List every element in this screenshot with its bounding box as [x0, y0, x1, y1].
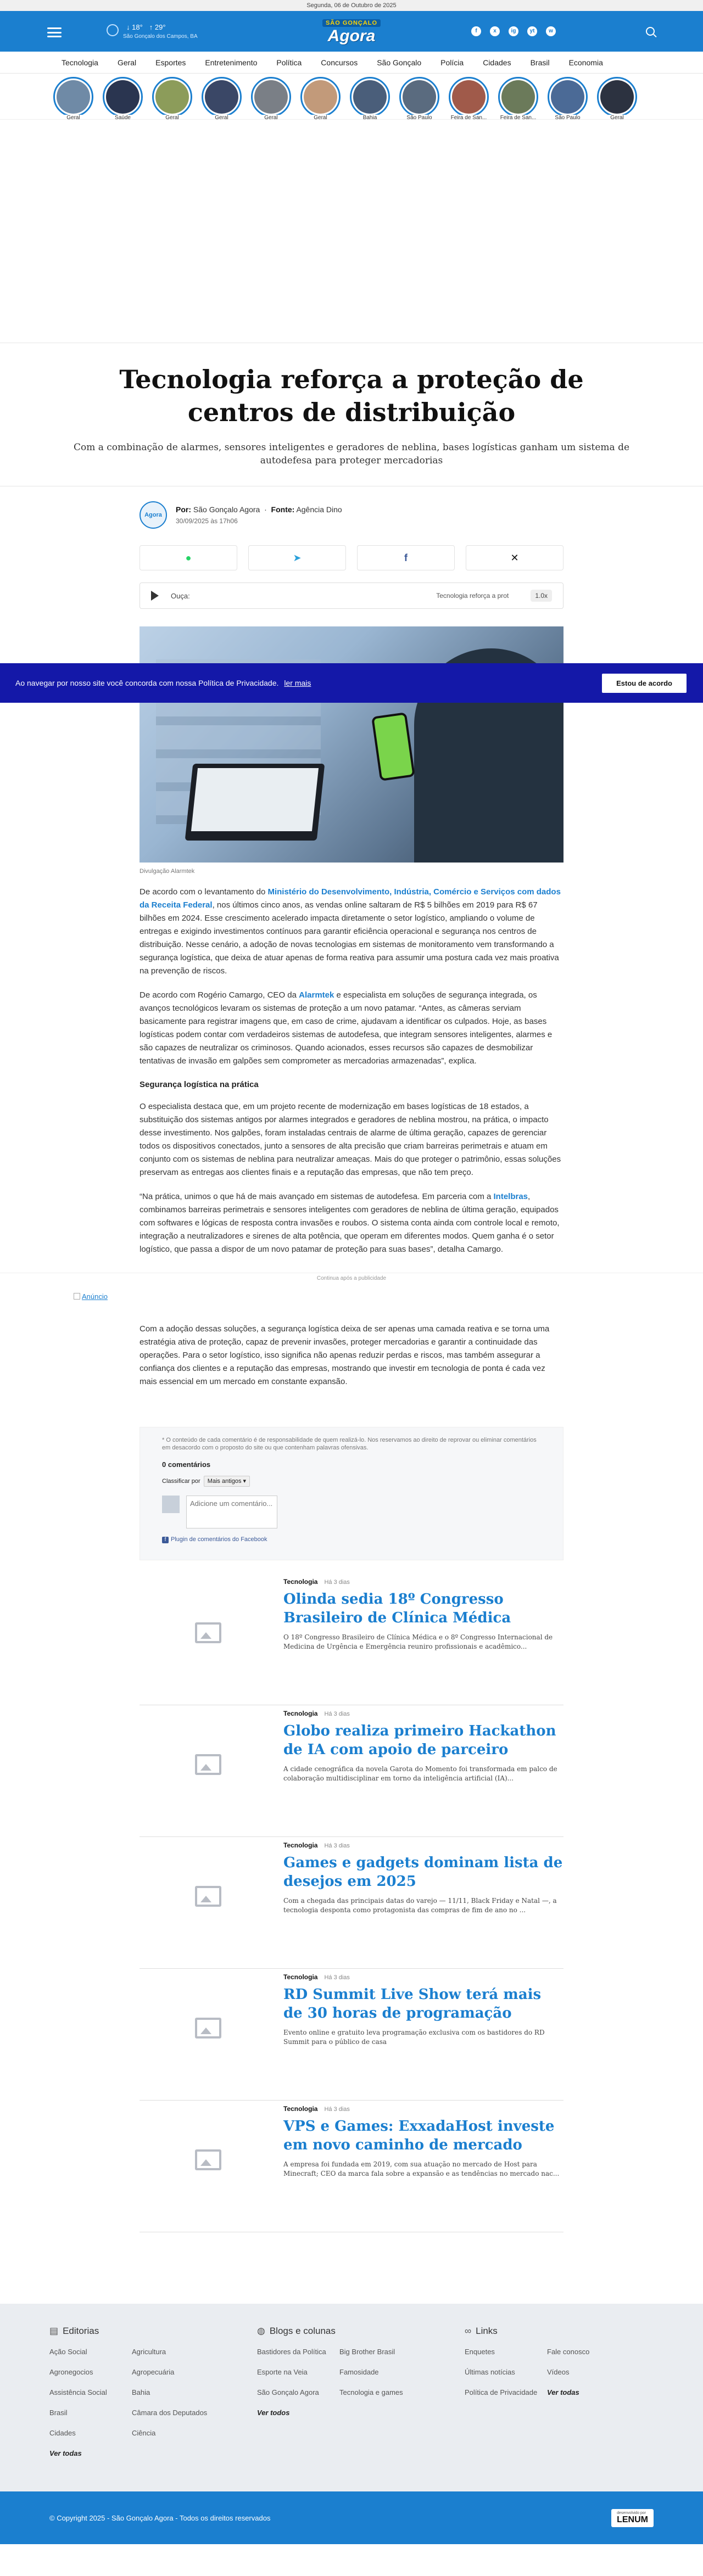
- image-placeholder-icon: [140, 1973, 277, 2083]
- top-ad-space: [0, 120, 703, 343]
- facebook-icon: f: [404, 552, 408, 563]
- news-card[interactable]: [140, 1837, 563, 1969]
- story-item[interactable]: [202, 74, 242, 119]
- image-caption: Divulgação Alarmtek: [140, 868, 195, 875]
- news-card[interactable]: [140, 1969, 563, 2101]
- speed-button[interactable]: 1.0x: [531, 590, 552, 602]
- story-label: Geral: [202, 115, 242, 120]
- byline: Agora Por: São Gonçalo Agora · Fonte: Agência Dino 30/09/2025 às 17h06: [140, 501, 563, 529]
- copyright-bar: [0, 2491, 703, 2544]
- inline-link[interactable]: Ministério do Desenvolvimento, Indústria, Comércio e Serviços com dados da Receita Federal: [140, 887, 561, 910]
- card-description: A empresa foi fundada em 2019, com sua atuação no mercado de Host para Minecraft; CEO da marca fala sobre a expansão e as tendências no mercado nac...: [283, 2160, 560, 2177]
- story-item[interactable]: [350, 74, 390, 119]
- story-label: São Paulo: [399, 115, 439, 120]
- footer-link[interactable]: Últimas notícias: [465, 2368, 515, 2376]
- globe-icon: ◍: [257, 2326, 265, 2336]
- card-category[interactable]: Tecnologia: [283, 1841, 318, 1849]
- card-title[interactable]: RD Summit Live Show terá mais de 30 horas de programação: [283, 1986, 542, 2021]
- category-nav: [0, 52, 703, 74]
- paragraph: “Na prática, unimos o que há de mais avançado em sistemas de autodefesa. Em parceria com a Intelbras, combinamos barreiras perimetrais e sensores inteligentes com geradores de neblina de última geração, equipados com softwares e lógicas de resposta contra invasões e roubos. O sistema conta ainda com controle local e remoto, integração a neutralizadores e sirenes de alta potência, que operam em diferentes modos. Quem ganha é o setor logístico, que passa a dispor de um novo patamar de proteção para suas bases”, detalha Camargo.: [140, 1192, 560, 1254]
- story-label: Feira de San...: [449, 115, 489, 120]
- footer-link[interactable]: Vídeos: [547, 2368, 570, 2376]
- story-item[interactable]: [399, 74, 439, 119]
- nav-item[interactable]: Economia: [568, 58, 603, 67]
- card-title[interactable]: Olinda sedia 18º Congresso Brasileiro de Clínica Médica: [283, 1591, 511, 1626]
- developer-logo[interactable]: desenvolvido por LENUM: [611, 2509, 654, 2527]
- comments-section: [140, 1427, 563, 1560]
- player-title: Tecnologia reforça a prot: [436, 592, 509, 600]
- x-icon[interactable]: x: [490, 26, 500, 36]
- footer-see-all-link[interactable]: Ver todos: [257, 2409, 290, 2417]
- inline-link[interactable]: Alarmtek: [299, 990, 334, 1000]
- story-label: Bahia: [350, 115, 390, 120]
- nav-item[interactable]: Entretenimento: [205, 58, 258, 67]
- nav-item[interactable]: Tecnologia: [62, 58, 98, 67]
- article-subtitle: Com a combinação de alarmes, sensores inteligentes e geradores de neblina, bases logísticas ganham um sistema de autodefesa para proteger mercadorias: [73, 442, 630, 466]
- image-placeholder-icon: [140, 1710, 277, 1819]
- footer-link[interactable]: Bastidores da Política: [257, 2348, 326, 2356]
- card-time: Há 3 dias: [324, 2106, 350, 2113]
- news-card[interactable]: [140, 1573, 563, 1705]
- card-category[interactable]: Tecnologia: [283, 1973, 318, 1981]
- cookie-banner: [0, 663, 703, 703]
- facebook-icon[interactable]: f: [471, 26, 481, 36]
- story-item[interactable]: [152, 74, 192, 119]
- footer-link[interactable]: Tecnologia e games: [339, 2388, 403, 2396]
- nav-item[interactable]: Brasil: [530, 58, 550, 67]
- story-label: São Paulo: [548, 115, 588, 120]
- stories-row: [0, 74, 703, 120]
- footer-see-all-link[interactable]: Ver todas: [49, 2449, 82, 2457]
- weather-icon: [107, 24, 119, 36]
- card-description: Evento online e gratuito leva programação exclusiva com os bastidores do RD Summit para o público de casa: [283, 2029, 545, 2046]
- footer-link[interactable]: Brasil: [49, 2409, 68, 2417]
- footer-link[interactable]: Ciência: [132, 2429, 156, 2437]
- footer-link[interactable]: Big Brother Brasil: [339, 2348, 395, 2356]
- article-body-continued: [140, 1323, 563, 2232]
- social-links: [471, 26, 556, 36]
- story-label: Geral: [300, 115, 341, 120]
- card-category[interactable]: Tecnologia: [283, 1710, 318, 1717]
- nav-item[interactable]: Concursos: [321, 58, 358, 67]
- footer-link[interactable]: São Gonçalo Agora: [257, 2388, 319, 2396]
- inline-link[interactable]: Intelbras: [493, 1192, 528, 1201]
- telegram-icon: ➤: [293, 552, 302, 563]
- image-placeholder-icon: [140, 1841, 277, 1951]
- link-icon: ∞: [465, 2326, 472, 2336]
- section-heading: Segurança logística na prática: [140, 1080, 259, 1089]
- card-title[interactable]: Globo realiza primeiro Hackathon de IA com apoio de parceiro: [283, 1723, 556, 1758]
- comment-input[interactable]: [186, 1496, 277, 1528]
- footer-links: ∞ Links Enquetes Fale conosco Últimas notícias Vídeos Política de Privacidade Ver todas: [465, 2326, 672, 2475]
- x-icon: ✕: [510, 552, 519, 563]
- footer-link[interactable]: Agronegocios: [49, 2368, 93, 2376]
- play-icon[interactable]: [151, 591, 159, 601]
- paragraph: O especialista destaca que, em um projeto recente de modernização em bases logísticas de 18 estados, a substituição dos sistemas antigos por alarmes integrados e geradores de neblina mostrou, na prática, o impacto desse investimento. Nos galpões, foram instaladas centrais de alarme de última geração, capazes de gerenciar todos os dispositivos conectados, junto a sensores de alta precisão que criam barreiras perimetrais e atuam em conjunto com os sistemas de neblina para neutralizar ameaças. Mais do que proteger o patrimônio, essas soluções preservam as entregas aos clientes finais e a reputação das empresas, que não tem preço.: [140, 1102, 561, 1177]
- story-label: Geral: [597, 115, 637, 120]
- publish-date: 30/09/2025 às 17h06: [176, 517, 238, 525]
- card-description: O 18º Congresso Brasileiro de Clínica Médica e o 8º Congresso Internacional de Medicina de Urgência e Emergência reuniro profissionais e acadêmico...: [283, 1633, 553, 1650]
- nav-item[interactable]: Política: [276, 58, 302, 67]
- audio-player: [140, 583, 563, 609]
- article-title: Tecnologia reforça a proteção de centros de distribuição: [119, 365, 584, 427]
- article-column: [140, 501, 563, 1256]
- footer: [0, 2304, 703, 2491]
- player-label: Ouça:: [171, 591, 190, 600]
- site-logo[interactable]: SÃO GONÇALO Agora: [317, 18, 386, 45]
- article-header: [0, 343, 703, 486]
- whatsapp-icon: ●: [185, 552, 192, 563]
- news-card[interactable]: [140, 1705, 563, 1837]
- nav-item[interactable]: Esportes: [155, 58, 186, 67]
- image-placeholder-icon: [140, 2105, 277, 2215]
- footer-link[interactable]: Bahia: [132, 2388, 150, 2396]
- whatsapp-icon[interactable]: w: [546, 26, 556, 36]
- cookie-read-more-link[interactable]: ler mais: [284, 679, 311, 687]
- footer-link[interactable]: Enquetes: [465, 2348, 495, 2356]
- menu-icon[interactable]: [47, 27, 62, 37]
- facebook-plugin-link[interactable]: f Plugin de comentários do Facebook: [162, 1536, 538, 1543]
- comments-sort: Classificar por Mais antigos ▾: [162, 1476, 538, 1485]
- footer-editorias: ▤ Editorias Ação Social Agricultura Agronegocios Agropecuária Assistência Social Bahia Brasil Câmara dos Deputados Cidades Ciência Ver todas: [49, 2326, 257, 2475]
- nav-item[interactable]: Geral: [117, 58, 137, 67]
- story-label: Geral: [53, 115, 93, 120]
- share-x-button[interactable]: [466, 545, 563, 570]
- user-avatar: [162, 1496, 180, 1513]
- weather-min: ↓ 18°: [126, 23, 143, 31]
- footer-link[interactable]: Câmara dos Deputados: [132, 2409, 208, 2417]
- author-name[interactable]: São Gonçalo Agora: [193, 505, 260, 514]
- card-time: Há 3 dias: [324, 1579, 350, 1586]
- cookie-accept-button[interactable]: Estou de acordo: [602, 674, 687, 693]
- card-title[interactable]: VPS e Games: ExxadaHost investe em novo caminho de mercado: [283, 2118, 555, 2153]
- paragraph: De acordo com Rogério Camargo, CEO da Alarmtek e especialista em soluções de segurança integrada, os avanços tecnológicos levaram os sistemas de proteção a um novo patamar. “Antes, as câmeras serviam basicamente para registrar imagens que, em caso de crime, ajudavam a identificar os culpados. Hoje, as bases logísticas podem contar com verdadeiros sistemas de autodefesa, que integram sensores inteligentes, alarmes e são capazes de neutralizar os criminosos. Quando acionados, esses recursos são capazes de desmobilizar tentativas de invasão em galpões sem comprometer as mercadorias armazenadas”, explica.: [140, 990, 553, 1066]
- youtube-icon[interactable]: yt: [527, 26, 537, 36]
- weather-location: São Gonçalo dos Campos, BA: [123, 33, 198, 40]
- card-description: A cidade cenográfica da novela Garota do Momento foi transformada em palco de colaboração multidisciplinar em torno da inteligência artificial (IA)...: [283, 1765, 557, 1782]
- news-card[interactable]: [140, 2101, 563, 2232]
- story-item[interactable]: [597, 74, 637, 119]
- ad-notice: Continua após a publicidade: [0, 1273, 703, 1281]
- story-item[interactable]: [251, 74, 291, 119]
- card-time: Há 3 dias: [324, 1843, 350, 1849]
- footer-link[interactable]: Ação Social: [49, 2348, 87, 2356]
- footer-link[interactable]: Esporte na Veia: [257, 2368, 308, 2376]
- source-name: Agência Dino: [296, 505, 342, 514]
- story-label: Feira de San...: [498, 115, 538, 120]
- story-item[interactable]: [548, 74, 588, 119]
- weather-max: ↑ 29°: [149, 23, 166, 31]
- story-item[interactable]: [103, 74, 143, 119]
- weather-widget: [107, 23, 198, 40]
- card-category[interactable]: Tecnologia: [283, 1578, 318, 1586]
- story-item[interactable]: [498, 74, 538, 119]
- instagram-icon[interactable]: ig: [509, 26, 518, 36]
- story-label: Geral: [251, 115, 291, 120]
- share-whatsapp-button[interactable]: [140, 545, 237, 570]
- story-label: Geral: [152, 115, 192, 120]
- card-category[interactable]: Tecnologia: [283, 2105, 318, 2113]
- card-description: Com a chegada das principais datas do varejo — 11/11, Black Friday e Natal —, a tecnologia desponta como protagonista das compras de fim de ano no ...: [283, 1897, 557, 1914]
- footer-link[interactable]: Agropecuária: [132, 2368, 175, 2376]
- card-time: Há 3 dias: [324, 1711, 350, 1717]
- article-image: [140, 626, 563, 863]
- footer-link[interactable]: Assistência Social: [49, 2388, 107, 2396]
- search-icon[interactable]: [646, 27, 655, 36]
- paragraph: De acordo com o levantamento do Ministério do Desenvolvimento, Indústria, Comércio e Serviços com dados da Receita Federal, nos últimos cinco anos, as vendas online saltaram de R$ 5 bilhões em 2019 para R$ 67 bilhões em 2024. Esse crescimento acelerado impacta diretamente o setor logístico, ampliando o volume de entregas e exigindo investimentos contínuos para garantir eficiência operacional e segurança nos centros de distribuição. Nesse cenário, a adoção de novas tecnologias em sistemas de monitoramento vem transformando a segurança logística, que deixa de atuar apenas de forma reativa para assumir uma postura cada vez mais proativa na prevenção de riscos.: [140, 887, 561, 976]
- article-body: [140, 886, 563, 1256]
- footer-link[interactable]: Fale conosco: [547, 2348, 590, 2356]
- footer-link[interactable]: Cidades: [49, 2429, 76, 2437]
- cookie-text: Ao navegar por nosso site você concorda com nossa Política de Privacidade.: [15, 679, 279, 687]
- author-avatar: Agora: [140, 501, 167, 529]
- story-item[interactable]: [300, 74, 341, 119]
- nav-item[interactable]: Polícia: [440, 58, 464, 67]
- footer-link[interactable]: Agricultura: [132, 2348, 166, 2356]
- top-date: Segunda, 06 de Outubro de 2025: [0, 0, 703, 11]
- story-item[interactable]: [53, 74, 93, 119]
- image-placeholder-icon: [140, 1578, 277, 1688]
- paragraph: Com a adoção dessas soluções, a segurança logística deixa de ser apenas uma camada reativa e se torna uma estratégia ativa de proteção, capaz de prevenir invasões, proteger mercadorias e garantir a continuidade das operações. Para o setor logístico, isso significa não apenas reduzir perdas e riscos, mas também assegurar a confiança dos clientes e a reputação das empresas, mostrando que investir em tecnologia de ponta é cada vez mais essencial em um mercado em constante expansão.: [140, 1324, 550, 1386]
- nav-item[interactable]: São Gonçalo: [377, 58, 422, 67]
- related-news: [140, 1573, 563, 2232]
- comments-note: * O conteúdo de cada comentário é de responsabilidade de quem realizá-lo. Nos reservamos ao direito de reprovar ou eliminar comentários em desacordo com o proposto do site ou que contenham palavras ofensivas.: [162, 1437, 537, 1451]
- ad-banner[interactable]: Anúncio: [74, 1292, 703, 1301]
- nav-item[interactable]: Cidades: [483, 58, 511, 67]
- sort-select[interactable]: Mais antigos ▾: [204, 1476, 250, 1487]
- footer-link[interactable]: Famosidade: [339, 2368, 379, 2376]
- comments-count: 0 comentários: [162, 1460, 211, 1469]
- footer-see-all-link[interactable]: Ver todas: [547, 2388, 579, 2396]
- share-bar: [140, 545, 563, 570]
- card-time: Há 3 dias: [324, 1974, 350, 1981]
- story-label: Saúde: [103, 115, 143, 120]
- card-title[interactable]: Games e gadgets dominam lista de desejos em 2025: [283, 1855, 563, 1890]
- share-facebook-button[interactable]: [357, 545, 455, 570]
- newspaper-icon: ▤: [49, 2326, 59, 2336]
- copyright-text: © Copyright 2025 - São Gonçalo Agora - Todos os direitos reservados: [49, 2513, 271, 2522]
- footer-link[interactable]: Política de Privacidade: [465, 2388, 538, 2396]
- share-telegram-button[interactable]: [248, 545, 346, 570]
- footer-blogs: ◍ Blogs e colunas Bastidores da Política Big Brother Brasil Esporte na Veia Famosidade São Gonçalo Agora Tecnologia e games Ver todos: [257, 2326, 465, 2475]
- story-item[interactable]: [449, 74, 489, 119]
- site-header: [0, 11, 703, 52]
